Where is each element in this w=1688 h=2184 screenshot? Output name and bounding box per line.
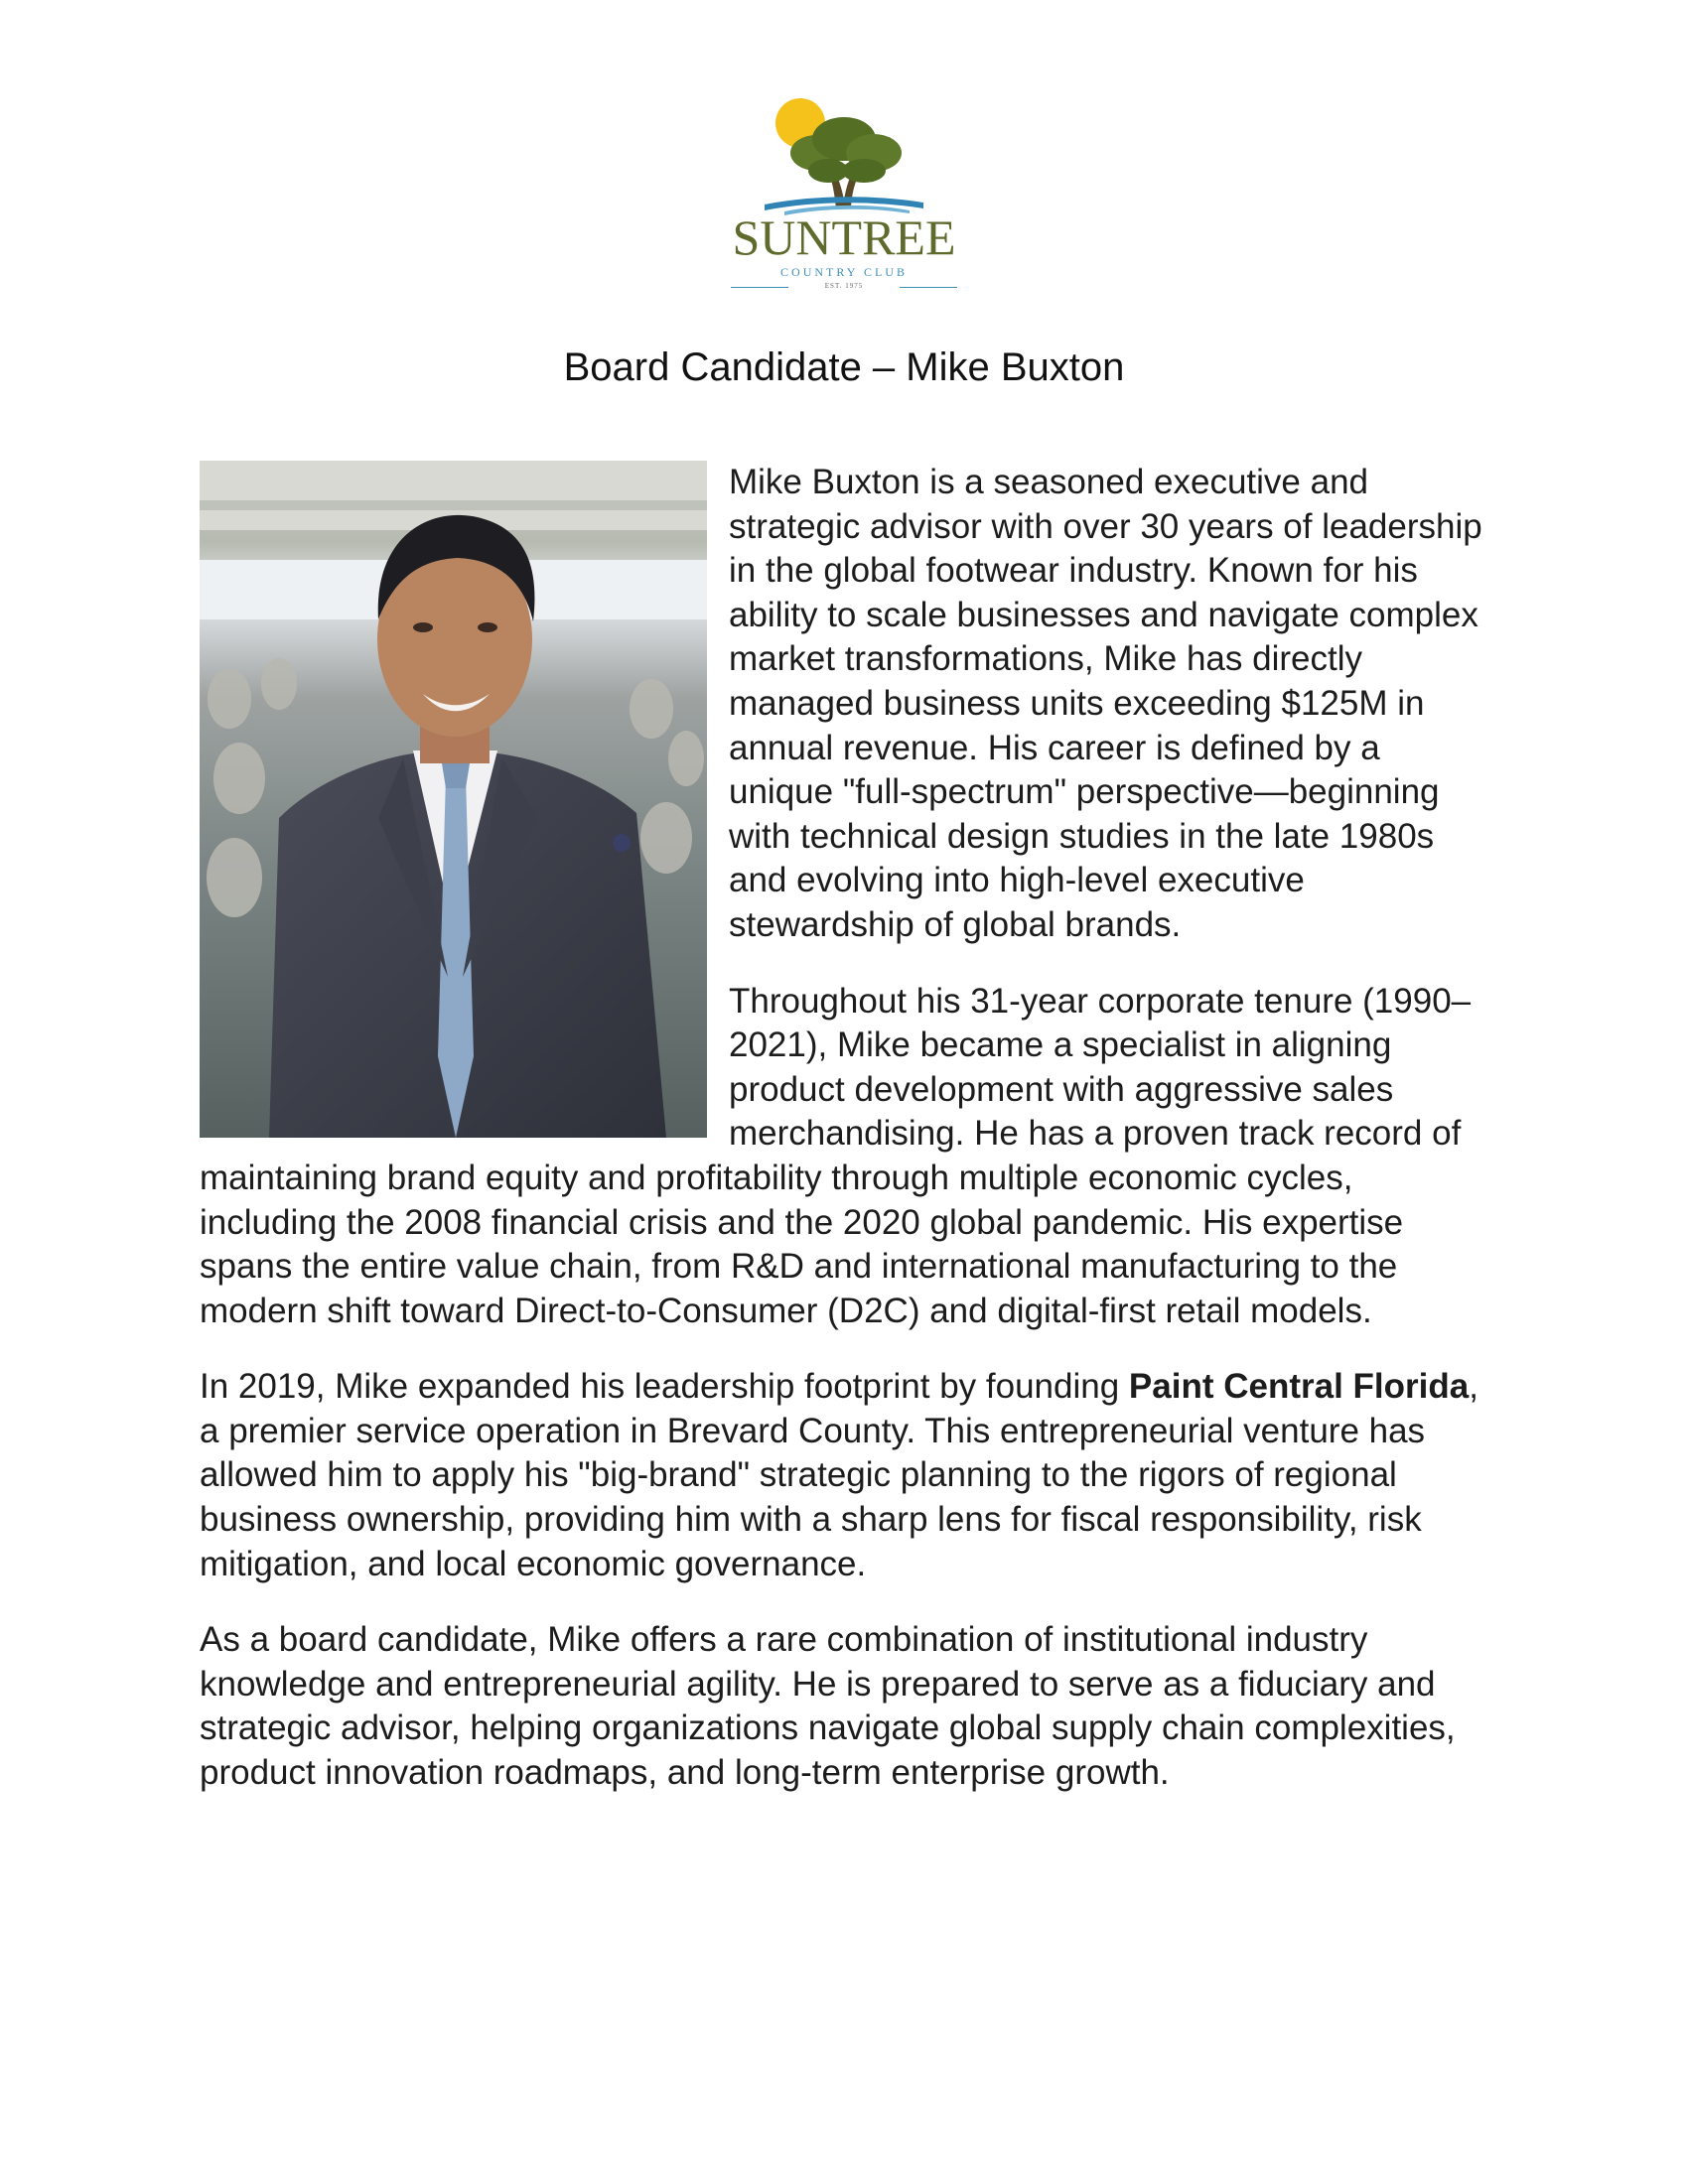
candidate-photo	[200, 461, 707, 1138]
bio-paragraph-1: Mike Buxton is a seasoned executive and strategic advisor with over 30 years of leadership in the global footwear industry. Known for his ability to scale businesses and navigate complex market transformations, Mike has directly managed business units exceeding $125M in annual revenue. His career is defined by a unique "full-spectrum" perspective—beginning with technical design studies in the late 1980s and evolving into high-level executive stewardship of global brands.	[729, 463, 1482, 944]
bio-paragraph-4: As a board candidate, Mike offers a rare combination of institutional industry knowledge and entrepreneurial agility. He is prepared to serve as a fiduciary and strategic advisor, helping organizations navigate global supply chain complexities, product innovation roadmaps, and long-term enterprise growth.	[200, 1620, 1456, 1793]
bio-paragraph-2: Throughout his 31-year corporate tenure (1990–2021), Mike became a specialist in aligning product development with aggressive sales merchandising. He has a proven track record of maintaining brand equity and profitability through multiple economic cycles, including the 2008 financial crisis and the 2020 global pandemic. His expertise spans the entire value chain, from R&D and international manufacturing to the modern shift toward Direct-to-Consumer (D2C) and digital-first retail models.	[200, 981, 1472, 1330]
bio-paragraph-3	[200, 1365, 1490, 1586]
candidate-bio	[200, 461, 1490, 1828]
page-title: Board Candidate – Mike Buxton	[563, 345, 1125, 389]
logo-subtitle: COUNTRY CLUB	[780, 265, 908, 279]
suntree-logo	[725, 91, 963, 300]
logo-est: EST. 1975	[824, 282, 864, 290]
p3-rest: , a premier service operation in Brevard County. This entrepreneurial venture has allowed him to apply his "big-brand" strategic planning to the rigors of regional business ownership, providing him with a sharp lens for fiscal responsibility, risk mitigation, and local economic governance.	[200, 1367, 1478, 1583]
logo-wordmark: SUNTREE	[732, 209, 956, 265]
p3-intro: In 2019, Mike expanded his leadership footprint by founding	[200, 1367, 1129, 1407]
tree-sun-icon	[725, 91, 963, 215]
company-name: Paint Central Florida	[1128, 1367, 1470, 1407]
portrait-image	[200, 461, 707, 1138]
logo-rule-right	[900, 287, 957, 288]
